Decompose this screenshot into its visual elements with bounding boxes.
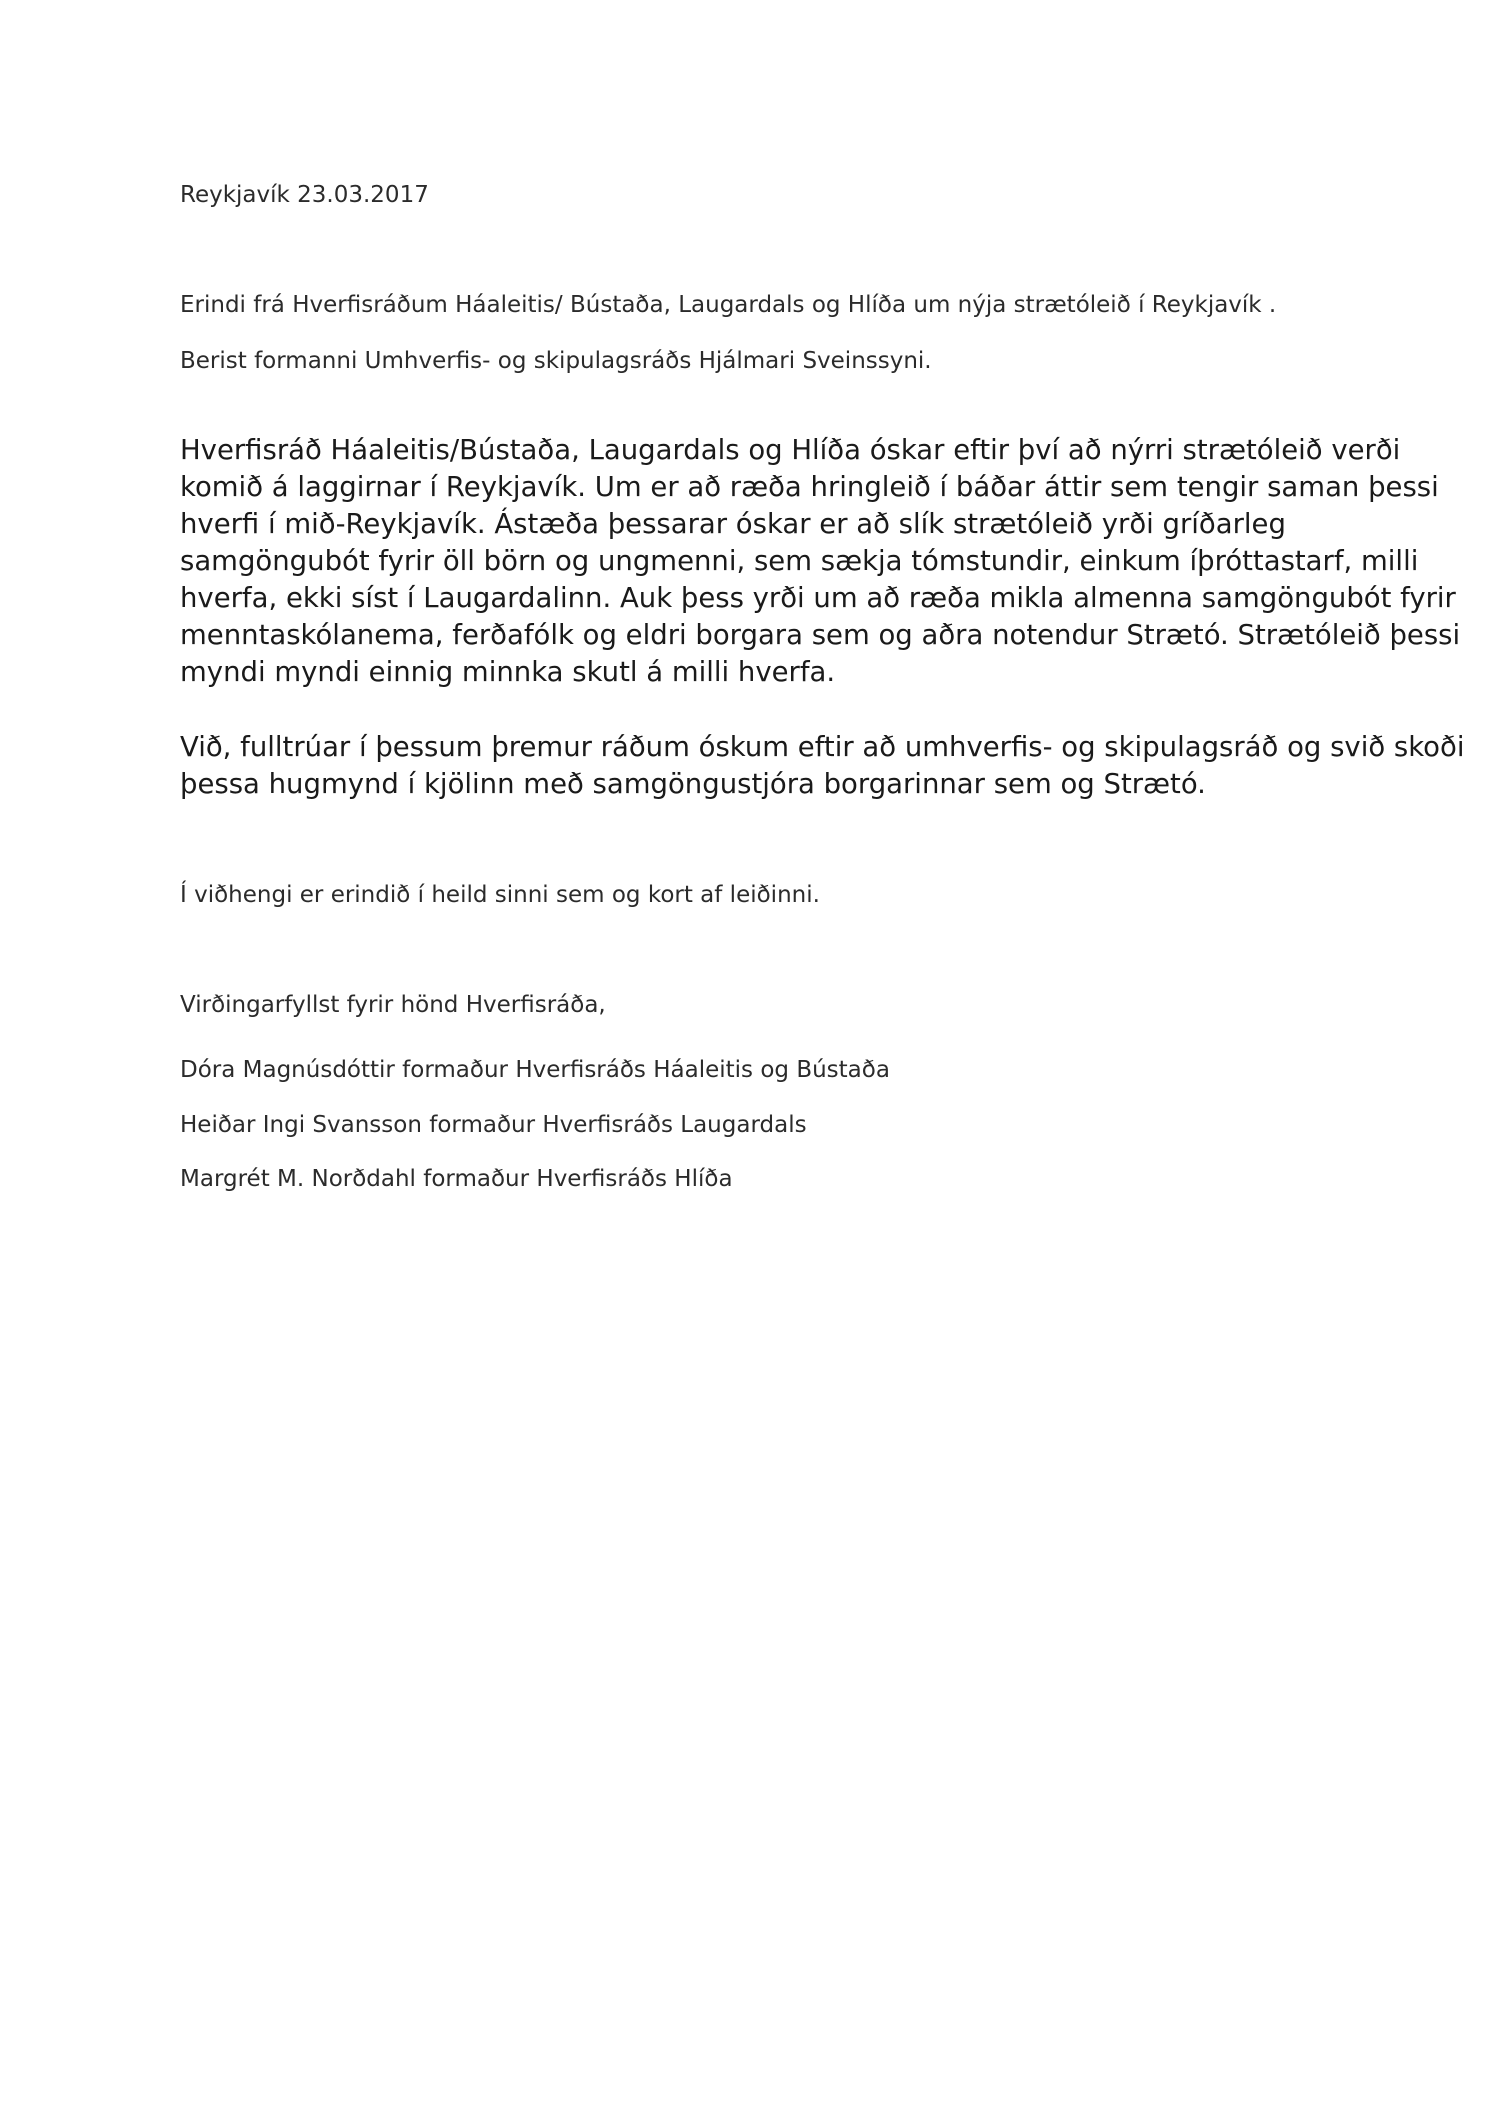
paragraph-line: hverfi í mið-Reykjavík. Ástæða þessarar óskar er að slík strætóleið yrði gríðarleg: [180, 508, 1286, 540]
paragraph-line: menntaskólanema, ferðafólk og eldri borgara sem og aðra notendur Strætó. Strætóleið þessi: [180, 619, 1461, 651]
subject-line: Erindi frá Hverfisráðum Háaleitis/ Bústaða, Laugardals og Hlíða um nýja strætóleið í Reykjavík .: [180, 292, 1277, 318]
place-date: Reykjavík 23.03.2017: [180, 182, 429, 208]
paragraph-line: myndi myndi einnig minnka skutl á milli hverfa.: [180, 656, 836, 688]
paragraph-request: [180, 432, 1461, 691]
paragraph-line: hverfa, ekki síst í Laugardalinn. Auk þess yrði um að ræða mikla almenna samgöngubót fyrir: [180, 582, 1456, 614]
paragraph-review: [180, 729, 1465, 803]
attachment-note: Í viðhengi er erindið í heild sinni sem og kort af leiðinni.: [180, 882, 820, 908]
signatory-2: Heiðar Ingi Svansson formaður Hverfisráðs Laugardals: [180, 1112, 807, 1138]
paragraph-line: Hverfisráð Háaleitis/Bústaða, Laugardals og Hlíða óskar eftir því að nýrri strætóleið verði: [180, 434, 1401, 466]
paragraph-line: komið á laggirnar í Reykjavík. Um er að ræða hringleið í báðar áttir sem tengir saman þessi: [180, 471, 1439, 503]
signatory-3: Margrét M. Norðdahl formaður Hverfisráðs Hlíða: [180, 1166, 733, 1192]
paragraph-line: Við, fulltrúar í þessum þremur ráðum óskum eftir að umhverfis- og skipulagsráð og svið skoði: [180, 731, 1465, 763]
paragraph-line: þessa hugmynd í kjölinn með samgöngustjóra borgarinnar sem og Strætó.: [180, 768, 1206, 800]
addressee-line: Berist formanni Umhverfis- og skipulagsráðs Hjálmari Sveinssyni.: [180, 348, 932, 374]
paragraph-line: samgöngubót fyrir öll börn og ungmenni, sem sækja tómstundir, einkum íþróttastarf, milli: [180, 545, 1419, 577]
closing-line: Virðingarfyllst fyrir hönd Hverfisráða,: [180, 992, 606, 1018]
signatory-1: Dóra Magnúsdóttir formaður Hverfisráðs Háaleitis og Bústaða: [180, 1057, 890, 1083]
